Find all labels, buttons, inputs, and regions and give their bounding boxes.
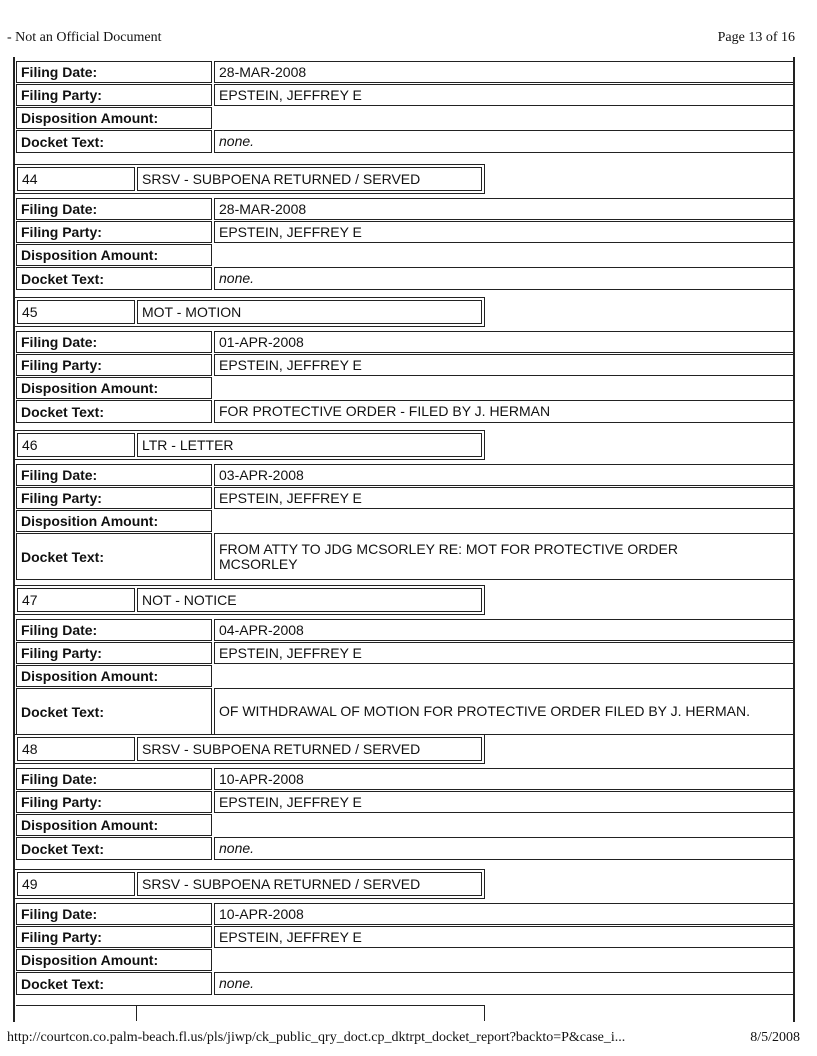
entry-code: SRSV - SUBPOENA RETURNED / SERVED <box>137 737 482 761</box>
value-filing-date: 01-APR-2008 <box>214 331 795 353</box>
label-disposition-amount: Disposition Amount: <box>16 814 212 836</box>
value-disposition-amount <box>214 814 795 836</box>
label-docket-text: Docket Text: <box>16 267 212 290</box>
value-docket-text: none. <box>214 837 795 860</box>
label-docket-text: Docket Text: <box>16 533 212 580</box>
label-docket-text: Docket Text: <box>16 688 212 735</box>
entry-row-filing-party <box>13 791 795 813</box>
label-docket-text: Docket Text: <box>16 130 212 153</box>
record-row-filing-date <box>13 61 795 83</box>
value-filing-date: 28-MAR-2008 <box>214 61 795 83</box>
value-docket-text: none. <box>214 130 795 153</box>
entry-header <box>13 869 485 899</box>
entry-row-filing-date <box>13 464 795 486</box>
entry-number: 44 <box>17 167 135 191</box>
record-row-filing-party <box>13 84 795 106</box>
entry-row-disposition <box>13 949 795 971</box>
entry-number: 45 <box>17 300 135 324</box>
label-filing-date: Filing Date: <box>16 619 212 641</box>
value-docket-text: none. <box>214 972 795 995</box>
document-notice: - Not an Official Document <box>7 30 162 45</box>
entry-code: SRSV - SUBPOENA RETURNED / SERVED <box>137 872 482 896</box>
value-filing-party: EPSTEIN, JEFFREY E <box>214 926 795 948</box>
cutoff-divider <box>484 1005 485 1021</box>
value-docket-text: none. <box>214 267 795 290</box>
label-disposition-amount: Disposition Amount: <box>16 107 212 129</box>
value-docket-text: OF WITHDRAWAL OF MOTION FOR PROTECTIVE ORDER FILED BY J. HERMAN. <box>214 688 795 735</box>
entry-row-disposition <box>13 244 795 266</box>
print-date: 8/5/2008 <box>750 1030 800 1045</box>
entry-row-docket-text <box>13 400 795 423</box>
entry-row-filing-party <box>13 926 795 948</box>
entry-row-disposition <box>13 377 795 399</box>
label-filing-date: Filing Date: <box>16 464 212 486</box>
record-row-docket-text <box>13 130 795 153</box>
value-filing-party: EPSTEIN, JEFFREY E <box>214 487 795 509</box>
entry-row-docket-text <box>13 837 795 860</box>
label-filing-party: Filing Party: <box>16 791 212 813</box>
label-filing-date: Filing Date: <box>16 198 212 220</box>
entry-row-filing-date <box>13 331 795 353</box>
value-filing-party: EPSTEIN, JEFFREY E <box>214 354 795 376</box>
value-disposition-amount <box>214 377 795 399</box>
docket-table <box>13 57 795 1021</box>
value-docket-text: FOR PROTECTIVE ORDER - FILED BY J. HERMAN <box>214 400 795 423</box>
label-disposition-amount: Disposition Amount: <box>16 510 212 532</box>
value-disposition-amount <box>214 107 795 129</box>
entry-row-filing-date <box>13 903 795 925</box>
entry-code: LTR - LETTER <box>137 433 482 457</box>
label-filing-party: Filing Party: <box>16 354 212 376</box>
label-filing-party: Filing Party: <box>16 84 212 106</box>
entry-number: 49 <box>17 872 135 896</box>
entry-header <box>13 734 485 764</box>
page-number: Page 13 of 16 <box>717 30 795 45</box>
label-disposition-amount: Disposition Amount: <box>16 377 212 399</box>
record-row-disposition <box>13 107 795 129</box>
entry-row-filing-date <box>13 768 795 790</box>
entry-number: 46 <box>17 433 135 457</box>
value-filing-party: EPSTEIN, JEFFREY E <box>214 221 795 243</box>
value-filing-date: 04-APR-2008 <box>214 619 795 641</box>
value-filing-date: 28-MAR-2008 <box>214 198 795 220</box>
label-docket-text: Docket Text: <box>16 400 212 423</box>
entry-row-docket-text <box>13 688 795 735</box>
value-docket-text: FROM ATTY TO JDG MCSORLEY RE: MOT FOR PROTECTIVE ORDER MCSORLEY <box>214 533 795 580</box>
label-disposition-amount: Disposition Amount: <box>16 665 212 687</box>
entry-row-disposition <box>13 814 795 836</box>
entry-header <box>13 297 485 327</box>
entry-row-disposition <box>13 665 795 687</box>
label-filing-party: Filing Party: <box>16 642 212 664</box>
value-disposition-amount <box>214 510 795 532</box>
label-filing-date: Filing Date: <box>16 61 212 83</box>
source-url: http://courtcon.co.palm-beach.fl.us/pls/jiwp/ck_public_qry_doct.cp_dktrpt_docket_report?backto=P&case_i... <box>7 1030 626 1045</box>
entry-row-docket-text <box>13 972 795 995</box>
label-disposition-amount: Disposition Amount: <box>16 244 212 266</box>
entry-code: NOT - NOTICE <box>137 588 482 612</box>
entry-row-docket-text <box>13 267 795 290</box>
value-filing-party: EPSTEIN, JEFFREY E <box>214 84 795 106</box>
entry-row-filing-party <box>13 642 795 664</box>
entry-row-docket-text <box>13 533 795 580</box>
label-disposition-amount: Disposition Amount: <box>16 949 212 971</box>
label-filing-date: Filing Date: <box>16 768 212 790</box>
entry-header <box>13 164 485 194</box>
entry-code: MOT - MOTION <box>137 300 482 324</box>
entry-code: SRSV - SUBPOENA RETURNED / SERVED <box>137 167 482 191</box>
entry-row-filing-date <box>13 619 795 641</box>
label-filing-party: Filing Party: <box>16 926 212 948</box>
value-disposition-amount <box>214 949 795 971</box>
entry-row-disposition <box>13 510 795 532</box>
cutoff-divider <box>136 1005 137 1021</box>
entry-row-filing-date <box>13 198 795 220</box>
label-filing-party: Filing Party: <box>16 221 212 243</box>
value-filing-party: EPSTEIN, JEFFREY E <box>214 791 795 813</box>
value-disposition-amount <box>214 665 795 687</box>
value-filing-party: EPSTEIN, JEFFREY E <box>214 642 795 664</box>
entry-row-filing-party <box>13 487 795 509</box>
label-docket-text: Docket Text: <box>16 972 212 995</box>
value-filing-date: 10-APR-2008 <box>214 903 795 925</box>
entry-header <box>13 430 485 460</box>
entry-number: 47 <box>17 588 135 612</box>
entry-row-filing-party <box>13 221 795 243</box>
label-filing-date: Filing Date: <box>16 903 212 925</box>
label-docket-text: Docket Text: <box>16 837 212 860</box>
value-disposition-amount <box>214 244 795 266</box>
entry-row-filing-party <box>13 354 795 376</box>
entry-header <box>13 585 485 615</box>
cutoff-rule <box>16 1005 484 1006</box>
value-filing-date: 03-APR-2008 <box>214 464 795 486</box>
entry-number: 48 <box>17 737 135 761</box>
label-filing-date: Filing Date: <box>16 331 212 353</box>
label-filing-party: Filing Party: <box>16 487 212 509</box>
value-filing-date: 10-APR-2008 <box>214 768 795 790</box>
